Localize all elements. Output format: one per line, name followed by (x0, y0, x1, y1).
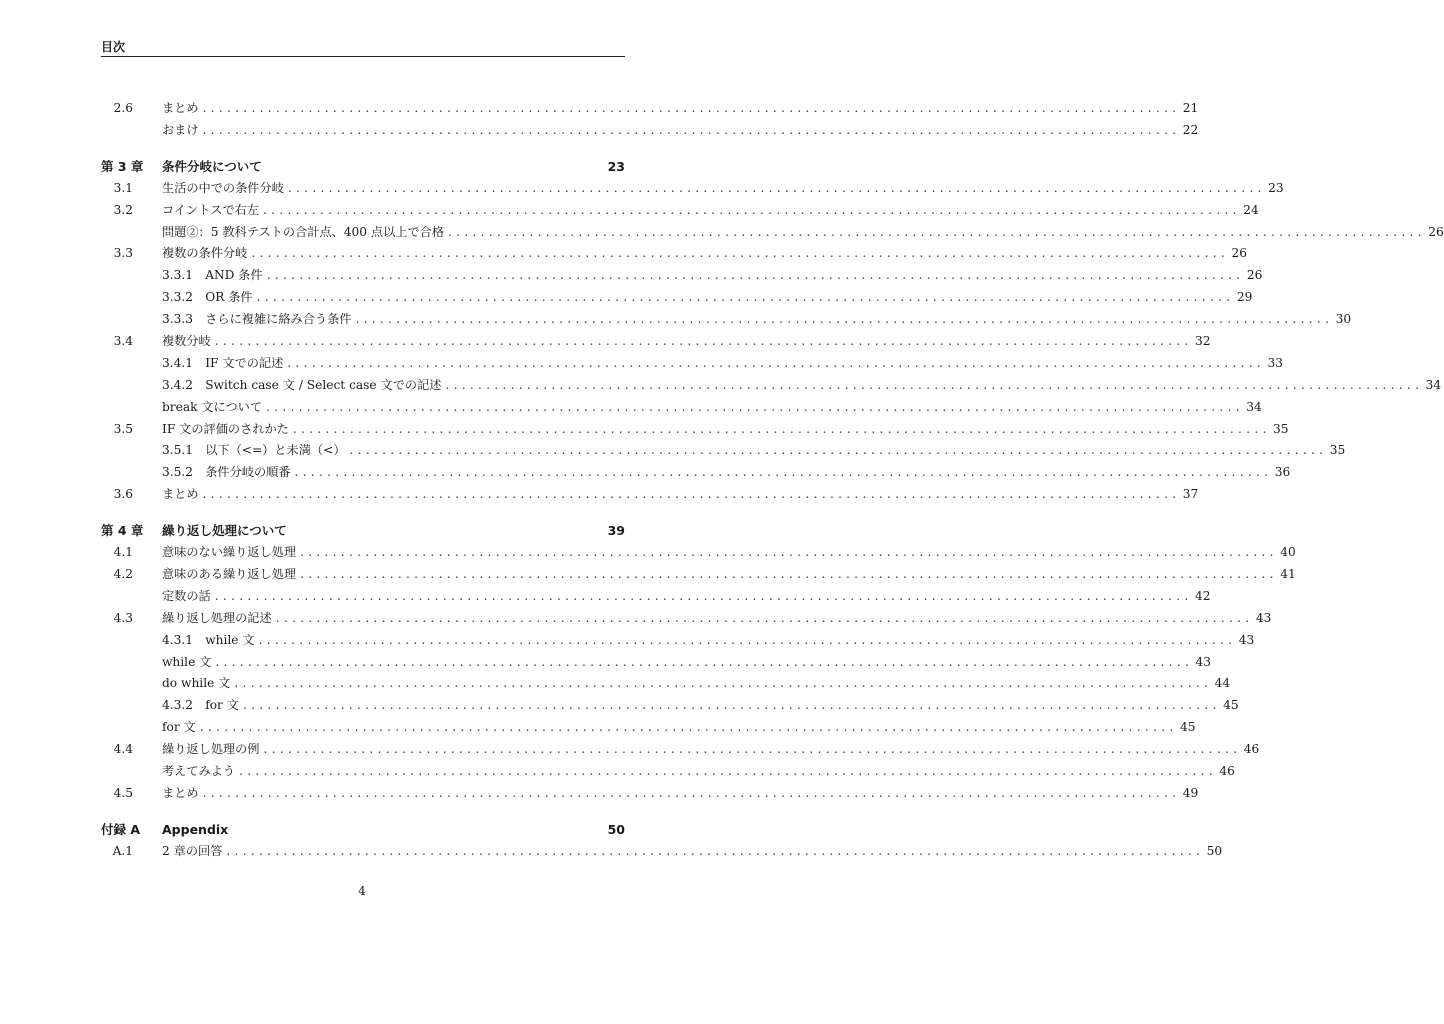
toc-entry-title: 4.3.2 for 文 (162, 698, 239, 713)
toc-entry-title: 3.4.1 IF 文での記述 (162, 355, 284, 370)
toc-entry-row[interactable] (101, 419, 1289, 441)
toc-dot-leader: . . . . . . . . . . . . . . . . . . . . . . . . . . . . . . . . . . . . . . . . . . . . . . . . . . . . . . . . . . . . . . . . . . . . . . . . . . . . . . . . . . . . . . . . . . . . . . . . . . . . . . . . . . . . . . . . . . . . . . . . (256, 290, 1231, 305)
toc-entry-line (162, 586, 1211, 608)
toc-chapter-row[interactable] (101, 819, 625, 841)
toc-entry-row[interactable] (101, 309, 1352, 331)
toc-entry-title: IF 文の評価のされかた (162, 421, 289, 436)
toc-dot-leader: . . . . . . . . . . . . . . . . . . . . . . . . . . . . . . . . . . . . . . . . . . . . . . . . . . . . . . . . . . . . . . . . . . . . . . . . . . . . . . . . . . . . . . . . . . . . . . . . . . . . . . . . . . . . . . . . . . . . . . . . (202, 487, 1177, 502)
toc-entry-page: 45 (1179, 720, 1196, 735)
toc-entry-row[interactable] (101, 265, 1263, 287)
toc-entry-page: 34 (1425, 377, 1442, 392)
toc-entry-title: おまけ (162, 122, 199, 137)
toc-entry-line (162, 287, 1253, 309)
toc-entry-line (162, 542, 1296, 564)
toc-dot-leader: . . . . . . . . . . . . . . . . . . . . . . . . . . . . . . . . . . . . . . . . . . . . . . . . . . . . . . . . . . . . . . . . . . . . . . . . . . . . . . . . . . . . . . . . . . . . . . . . . . . . . . . . . . . . . . . . . . . . . . . . (300, 545, 1274, 560)
toc-entry-line (162, 120, 1199, 142)
toc-dot-leader: . . . . . . . . . . . . . . . . . . . . . . . . . . . . . . . . . . . . . . . . . . . . . . . . . . . . . . . . . . . . . . . . . . . . . . . . . . . . . . . . . . . . . . . . . . . . . . . . . . . . . . . . . . . . . . . . . . . . . . . . (202, 101, 1177, 115)
toc-entry-page: 29 (1236, 290, 1253, 305)
toc-entry-row[interactable] (101, 178, 1284, 200)
toc-entry-number: 3.4 (113, 334, 133, 349)
toc-entry-page: 41 (1280, 567, 1296, 582)
toc-entry-row[interactable] (101, 375, 1442, 397)
toc-entry-row[interactable] (101, 397, 1262, 419)
toc-entry-line (162, 200, 1259, 222)
toc-entry-row[interactable] (101, 761, 1235, 783)
toc-entry-line (162, 564, 1296, 586)
toc-entry-page: 26 (1231, 246, 1248, 261)
toc-entry-title: 複数の条件分岐 (162, 246, 248, 261)
toc-entry-line (162, 243, 1248, 265)
toc-dot-leader: . . . . . . . . . . . . . . . . . . . . . . . . . . . . . . . . . . . . . . . . . . . . . . . . . . . . . . . . . . . . . . . . . . . . . . . . . . . . . . . . . . . . . . . . . . . . . . . . . . . . . . . . . . . . . . . . . . . . . . . . (242, 698, 1217, 713)
toc-entry-title: 考えてみよう (162, 764, 236, 779)
toc-entry-row[interactable] (101, 717, 1196, 739)
toc-entry-line (162, 783, 1199, 805)
toc-entry-line (162, 652, 1212, 674)
toc-entry-title: まとめ (162, 487, 199, 502)
toc-entry-line (162, 419, 1289, 441)
toc-entry-line (162, 608, 1272, 630)
toc-dot-leader: . . . . . . . . . . . . . . . . . . . . . . . . . . . . . . . . . . . . . . . . . . . . . . . . . . . . . . . . . . . . . . . . . . . . . . . . . . . . . . . . . . . . . . . . . . . . . . . . . . . . . . . . . . . . . . . . . . . . . . . . (215, 654, 1190, 669)
toc-entry-line (162, 397, 1262, 419)
toc-dot-leader: . . . . . . . . . . . . . . . . . . . . . . . . . . . . . . . . . . . . . . . . . . . . . . . . . . . . . . . . . . . . . . . . . . . . . . . . . . . . . . . . . . . . . . . . . . . . . . . . . . . . . . . . . . . . . . . . . . . . . . . . (214, 334, 1189, 349)
toc-entry-line (162, 353, 1283, 375)
toc-entry-number: 4.4 (113, 742, 133, 757)
toc-entry-line (162, 222, 1444, 244)
toc-chapter-row[interactable] (101, 520, 625, 542)
toc-entry-title: 繰り返し処理について (162, 523, 287, 539)
toc-dot-leader: . . . . . . . . . . . . . . . . . . . . . . . . . . . . . . . . . . . . . . . . . . . . . . . . . . . . . . . . . . . . . . . . . . . . . . . . . . . . . . . . . . . . . . . . . . . . . . . . . . . . . . . . . . . . . . . . . . . . . . . . (287, 355, 1261, 370)
toc-entry-number: 第 3 章 (101, 158, 144, 174)
toc-entry-title: 3.3.3 さらに複雑に絡み合う条件 (162, 312, 352, 327)
toc-entry-title: for 文 (162, 720, 196, 735)
toc-dot-leader: . . . . . . . . . . . . . . . . . . . . . . . . . . . . . . . . . . . . . . . . . . . . . . . . . . . . . . . . . . . . . . . . . . . . . . . . . . . . . . . . . . . . . . . . . . . . . . . . . . . . . . . . . . . . . . . . . . . . . . . . (226, 843, 1201, 858)
toc-entry-number: A.1 (112, 843, 133, 858)
toc-dot-leader: . . . . . . . . . . . . . . . . . . . . . . . . . . . . . . . . . . . . . . . . . . . . . . . . . . . . . . . . . . . . . . . . . . . . . . . . . . . . . . . . . . . . . . . . . . . . . . . . . . . . . . . . . . . . . . . . . . . . . . . . (266, 399, 1240, 414)
toc-entry-row[interactable] (101, 564, 1296, 586)
header-title: 目次 (101, 40, 126, 54)
toc-dot-leader: . . . . . . . . . . . . . . . . . . . . . . . . . . . . . . . . . . . . . . . . . . . . . . . . . . . . . . . . . . . . . . . . . . . . . . . . . . . . . . . . . . . . . . . . . . . . . . . . . . . . . . . . . . . . . . . . . . . . . . . . (214, 588, 1189, 603)
toc-entry-page: 30 (1335, 312, 1352, 327)
toc-entry-row[interactable] (101, 783, 1199, 805)
toc-entry-title: 定数の話 (162, 588, 211, 603)
toc-entry-line (162, 156, 625, 178)
toc-entry-line (162, 761, 1235, 783)
toc-entry-title: 3.4.2 Switch case 文 / Select case 文での記述 (162, 377, 442, 392)
toc-dot-leader: . . . . . . . . . . . . . . . . . . . . . . . . . . . . . . . . . . . . . . . . . . . . . . . . . . . . . . . . . . . . . . . . . . . . . . . . . . . . . . . . . . . . . . . . . . . . . . . . . . . . . . . . . . . . . . . . . . . . . . . . (292, 421, 1267, 436)
running-header (101, 39, 625, 57)
toc-entry-page: 44 (1214, 676, 1231, 691)
toc-entry-number: 3.6 (113, 487, 133, 502)
toc-entry-page: 37 (1182, 487, 1199, 502)
toc-dot-leader: . . . . . . . . . . . . . . . . . . . . . . . . . . . . . . . . . . . . . . . . . . . . . . . . . . . . . . . . . . . . . . . . . . . . . . . . . . . . . . . . . . . . . . . . . . . . . . . . . . . . . . . . . . . . . . . . . . . . . . . . (287, 180, 1262, 195)
toc-entry-page: 35 (1273, 421, 1289, 436)
toc-entry-line (162, 265, 1263, 287)
toc-entry-row[interactable] (101, 243, 1248, 265)
toc-entry-number: 4.5 (113, 785, 133, 800)
toc-entry-row[interactable] (101, 695, 1239, 717)
toc-entry-title: 条件分岐について (162, 158, 262, 174)
toc-entry-line (162, 819, 625, 841)
toc-entry-row[interactable] (101, 120, 1199, 142)
toc-entry-page: 49 (1182, 785, 1199, 800)
toc-dot-leader: . . . . . . . . . . . . . . . . . . . . . . . . . . . . . . . . . . . . . . . . . . . . . . . . . . . . . . . . . . . . . . . . . . . . . . . . . . . . . . . . . . . . . . . . . . . . . . . . . . . . . . . . . . . . . . . . . . . . . . . . (251, 246, 1226, 261)
toc-entry-row[interactable] (101, 331, 1211, 353)
toc-entry-page: 33 (1267, 355, 1283, 370)
toc-entry-number: 4.2 (113, 567, 133, 582)
toc-entry-page: 39 (607, 523, 625, 539)
toc-entry-line (162, 695, 1239, 717)
toc-entry-row[interactable] (101, 586, 1211, 608)
toc-entry-page: 36 (1274, 465, 1291, 480)
toc-entry-row[interactable] (101, 440, 1346, 462)
toc-entry-number: 3.2 (113, 202, 133, 217)
toc-entry-page: 22 (1182, 122, 1199, 137)
toc-entry-row[interactable] (101, 673, 1231, 695)
toc-entry-page: 46 (1219, 764, 1235, 779)
toc-entry-number: 付録 A (101, 821, 141, 837)
toc-entry-title: break 文について (162, 399, 263, 414)
toc-entry-row[interactable] (101, 98, 1199, 120)
toc-dot-leader: . . . . . . . . . . . . . . . . . . . . . . . . . . . . . . . . . . . . . . . . . . . . . . . . . . . . . . . . . . . . . . . . . . . . . . . . . . . . . . . . . . . . . . . . . . . . . . . . . . . . . . . . . . . . . . . . . . . . . . . . (234, 676, 1209, 691)
toc-entry-title: 3.3.2 OR 条件 (162, 290, 253, 305)
toc-entry-page: 23 (607, 158, 625, 174)
toc-entry-line (162, 440, 1346, 462)
toc-entry-row[interactable] (101, 739, 1260, 761)
toc-dot-leader: . . . . . . . . . . . . . . . . . . . . . . . . . . . . . . . . . . . . . . . . . . . . . . . . . . . . . . . . . . . . . . . . . . . . . . . . . . . . . . . . . . . . . . . . . . . . . . . . . . . . . . . . . . . . . . . . . . . . . . . . (202, 785, 1177, 800)
toc-entry-line (162, 178, 1284, 200)
toc-entry-row[interactable] (101, 287, 1253, 309)
toc-entry-title: Appendix (162, 821, 229, 837)
toc-entry-row[interactable] (101, 353, 1283, 375)
toc-entry-page: 45 (1223, 698, 1239, 713)
toc-dot-leader: . . . . . . . . . . . . . . . . . . . . . . . . . . . . . . . . . . . . . . . . . . . . . . . . . . . . . . . . . . . . . . . . . . . . . . . . . . . . . . . . . . . . . . . . . . . . . . . . . . . . . . . . . . . . . . . . . . . . . . . . (445, 377, 1420, 392)
toc-entry-row[interactable] (101, 630, 1255, 652)
toc-entry-row[interactable] (101, 222, 1444, 244)
toc-entry-title: まとめ (162, 101, 199, 115)
toc-entry-line (162, 462, 1291, 484)
toc-entry-page: 32 (1194, 334, 1211, 349)
toc-entry-line (162, 520, 625, 542)
toc-entry-page: 40 (1280, 545, 1296, 560)
toc-entry-row[interactable] (101, 542, 1296, 564)
toc-dot-leader: . . . . . . . . . . . . . . . . . . . . . . . . . . . . . . . . . . . . . . . . . . . . . . . . . . . . . . . . . . . . . . . . . . . . . . . . . . . . . . . . . . . . . . . . . . . . . . . . . . . . . . . . . . . . . . . . . . . . . . . . (266, 268, 1241, 283)
toc-entry-title: まとめ (162, 785, 199, 800)
toc-entry-line (162, 739, 1260, 761)
toc-entry-line (162, 309, 1352, 331)
toc-entry-number: 3.3 (113, 246, 133, 261)
toc-entry-page: 35 (1329, 443, 1346, 458)
toc-entry-title: 意味のない繰り返し処理 (162, 545, 297, 560)
toc-dot-leader: . . . . . . . . . . . . . . . . . . . . . . . . . . . . . . . . . . . . . . . . . . . . . . . . . . . . . . . . . . . . . . . . . . . . . . . . . . . . . . . . . . . . . . . . . . . . . . . . . . . . . . . . . . . . . . . . . . . . . . . . (199, 720, 1174, 735)
toc-chapter-row[interactable] (101, 156, 625, 178)
table-of-contents (101, 98, 1444, 863)
toc-dot-leader: . . . . . . . . . . . . . . . . . . . . . . . . . . . . . . . . . . . . . . . . . . . . . . . . . . . . . . . . . . . . . . . . . . . . . . . . . . . . . . . . . . . . . . . . . . . . . . . . . . . . . . . . . . . . . . . . . . . . . . . . (300, 567, 1274, 582)
toc-entry-title: 生活の中での条件分岐 (162, 180, 284, 195)
toc-entry-page: 23 (1268, 180, 1284, 195)
toc-dot-leader: . . . . . . . . . . . . . . . . . . . . . . . . . . . . . . . . . . . . . . . . . . . . . . . . . . . . . . . . . . . . . . . . . . . . . . . . . . . . . . . . . . . . . . . . . . . . . . . . . . . . . . . . . . . . . . . . . . . . . . . . (239, 764, 1213, 779)
toc-entry-title: while 文 (162, 654, 212, 669)
toc-entry-page: 43 (1255, 610, 1272, 625)
toc-entry-title: 4.3.1 while 文 (162, 632, 255, 647)
toc-dot-leader: . . . . . . . . . . . . . . . . . . . . . . . . . . . . . . . . . . . . . . . . . . . . . . . . . . . . . . . . . . . . . . . . . . . . . . . . . . . . . . . . . . . . . . . . . . . . . . . . . . . . . . . . . . . . . . . . . . . . . . . . (448, 224, 1422, 239)
toc-entry-line (162, 673, 1231, 695)
toc-entry-page: 21 (1182, 101, 1199, 115)
toc-entry-title: 3.5.2 条件分岐の順番 (162, 465, 291, 480)
toc-entry-page: 46 (1243, 742, 1260, 757)
toc-entry-number: 4.1 (113, 545, 133, 560)
toc-entry-page: 43 (1238, 632, 1255, 647)
toc-entry-row[interactable] (101, 200, 1259, 222)
toc-entry-page: 50 (1206, 843, 1223, 858)
toc-entry-page: 26 (1246, 268, 1263, 283)
toc-dot-leader: . . . . . . . . . . . . . . . . . . . . . . . . . . . . . . . . . . . . . . . . . . . . . . . . . . . . . . . . . . . . . . . . . . . . . . . . . . . . . . . . . . . . . . . . . . . . . . . . . . . . . . . . . . . . . . . . . . . . . . . . (355, 312, 1330, 327)
toc-entry-title: 繰り返し処理の記述 (162, 610, 272, 625)
toc-entry-title: コイントスで右左 (162, 202, 260, 217)
toc-entry-row[interactable] (101, 608, 1272, 630)
toc-entry-number: 3.1 (113, 180, 133, 195)
toc-entry-row[interactable] (101, 652, 1212, 674)
toc-entry-title: 意味のある繰り返し処理 (162, 567, 297, 582)
page-number: 4 (358, 884, 366, 898)
toc-entry-title: 繰り返し処理の例 (162, 742, 260, 757)
toc-entry-page: 43 (1195, 654, 1212, 669)
toc-entry-line (162, 98, 1199, 120)
toc-entry-row[interactable] (101, 841, 1223, 863)
toc-entry-line (162, 331, 1211, 353)
toc-entry-line (162, 717, 1196, 739)
toc-entry-page: 24 (1243, 202, 1259, 217)
toc-dot-leader: . . . . . . . . . . . . . . . . . . . . . . . . . . . . . . . . . . . . . . . . . . . . . . . . . . . . . . . . . . . . . . . . . . . . . . . . . . . . . . . . . . . . . . . . . . . . . . . . . . . . . . . . . . . . . . . . . . . . . . . . (263, 202, 1237, 217)
toc-dot-leader: . . . . . . . . . . . . . . . . . . . . . . . . . . . . . . . . . . . . . . . . . . . . . . . . . . . . . . . . . . . . . . . . . . . . . . . . . . . . . . . . . . . . . . . . . . . . . . . . . . . . . . . . . . . . . . . . . . . . . . . . (294, 465, 1269, 480)
toc-dot-leader: . . . . . . . . . . . . . . . . . . . . . . . . . . . . . . . . . . . . . . . . . . . . . . . . . . . . . . . . . . . . . . . . . . . . . . . . . . . . . . . . . . . . . . . . . . . . . . . . . . . . . . . . . . . . . . . . . . . . . . . . (263, 742, 1238, 757)
toc-entry-title: 3.3.1 AND 条件 (162, 268, 263, 283)
toc-entry-number: 2.6 (113, 101, 133, 115)
toc-dot-leader: . . . . . . . . . . . . . . . . . . . . . . . . . . . . . . . . . . . . . . . . . . . . . . . . . . . . . . . . . . . . . . . . . . . . . . . . . . . . . . . . . . . . . . . . . . . . . . . . . . . . . . . . . . . . . . . . . . . . . . . . (275, 610, 1250, 625)
toc-entry-page: 34 (1246, 399, 1262, 414)
toc-entry-line (162, 841, 1223, 863)
toc-entry-page: 50 (607, 821, 625, 837)
toc-entry-number: 4.3 (113, 610, 133, 625)
toc-dot-leader: . . . . . . . . . . . . . . . . . . . . . . . . . . . . . . . . . . . . . . . . . . . . . . . . . . . . . . . . . . . . . . . . . . . . . . . . . . . . . . . . . . . . . . . . . . . . . . . . . . . . . . . . . . . . . . . . . . . . . . . . (258, 632, 1233, 647)
toc-entry-line (162, 375, 1442, 397)
toc-entry-title: do while 文 (162, 676, 231, 691)
toc-entry-number: 3.5 (113, 421, 133, 436)
toc-dot-leader: . . . . . . . . . . . . . . . . . . . . . . . . . . . . . . . . . . . . . . . . . . . . . . . . . . . . . . . . . . . . . . . . . . . . . . . . . . . . . . . . . . . . . . . . . . . . . . . . . . . . . . . . . . . . . . . . . . . . . . . . (349, 443, 1324, 458)
toc-entry-line (162, 484, 1199, 506)
toc-entry-page: 26 (1428, 224, 1444, 239)
toc-entry-row[interactable] (101, 462, 1291, 484)
toc-entry-line (162, 630, 1255, 652)
toc-entry-page: 42 (1194, 588, 1211, 603)
toc-entry-title: 2 章の回答 (162, 843, 223, 858)
toc-dot-leader: . . . . . . . . . . . . . . . . . . . . . . . . . . . . . . . . . . . . . . . . . . . . . . . . . . . . . . . . . . . . . . . . . . . . . . . . . . . . . . . . . . . . . . . . . . . . . . . . . . . . . . . . . . . . . . . . . . . . . . . . (202, 122, 1177, 137)
toc-entry-title: 複数分岐 (162, 334, 211, 349)
toc-entry-row[interactable] (101, 484, 1199, 506)
toc-entry-title: 問題②：5 教科テストの合計点、400 点以上で合格 (162, 224, 445, 239)
toc-entry-title: 3.5.1 以下（<=）と未満（<） (162, 443, 346, 458)
toc-entry-number: 第 4 章 (101, 523, 144, 539)
